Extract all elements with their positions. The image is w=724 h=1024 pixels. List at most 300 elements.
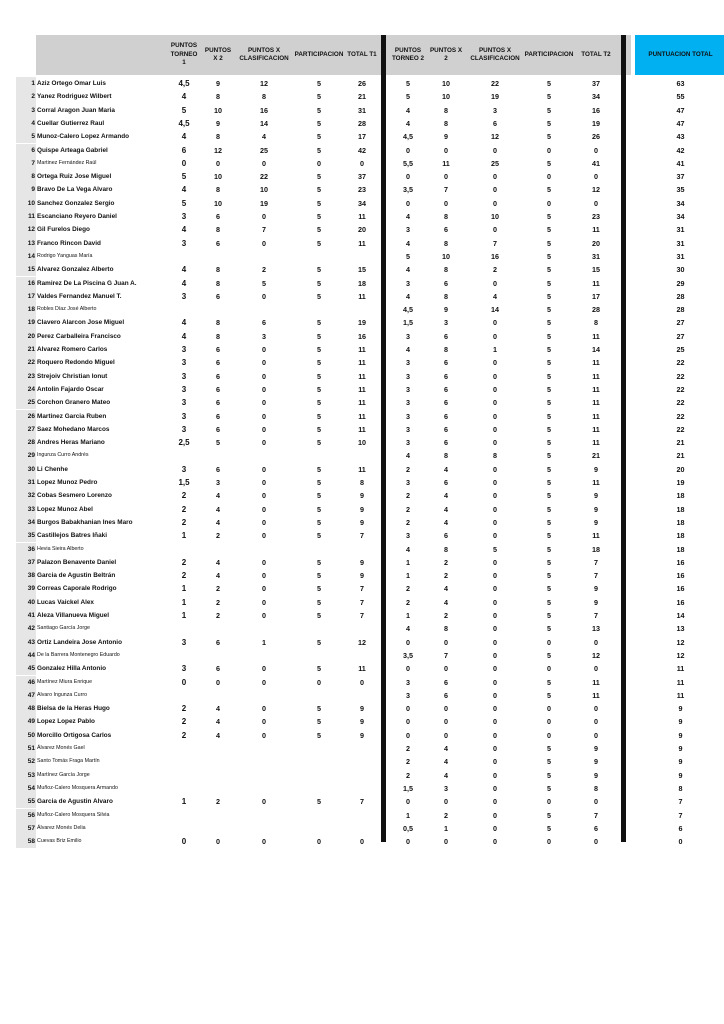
puntuacion-total-cell: 55 <box>676 92 685 102</box>
t1-participacion-cell: 5 <box>317 172 321 182</box>
t1-puntos-x2-cell: 10 <box>214 172 222 182</box>
t2-puntos-torneo-cell: 4,5 <box>403 132 413 142</box>
t1-participacion-cell: 5 <box>317 571 321 581</box>
t2-puntos-torneo-cell: 2 <box>406 597 410 607</box>
table-row <box>16 130 716 143</box>
table-row <box>16 290 716 303</box>
header-clasificacion-t2: PUNTOS X CLASIFICACION <box>470 46 520 62</box>
t1-puntos-x2-cell: 6 <box>216 424 220 434</box>
row-number: 41 <box>27 612 35 619</box>
t1-puntos-x2-cell: 8 <box>216 331 220 341</box>
t1-puntos-torneo-cell: 1 <box>181 611 187 620</box>
puntuacion-total-cell: 11 <box>676 664 685 674</box>
row-number: 40 <box>27 598 35 606</box>
t1-puntos-torneo-cell: 2 <box>181 557 187 567</box>
puntuacion-total-cell: 22 <box>676 424 685 434</box>
t1-puntos-torneo-cell: 3 <box>181 291 187 301</box>
t2-clasificacion-cell: 0 <box>493 677 497 687</box>
t1-puntos-x2-cell: 9 <box>216 79 220 88</box>
t1-puntos-x2-cell: 5 <box>216 438 220 448</box>
t2-total-t2-cell: 11 <box>592 411 600 421</box>
t2-clasificacion-cell: 0 <box>493 637 497 647</box>
puntuacion-total-cell: 18 <box>676 491 685 501</box>
t2-puntos-torneo-cell: 5 <box>406 79 410 88</box>
table-row <box>16 77 716 90</box>
t1-puntos-torneo-cell: 3 <box>181 637 187 647</box>
t2-total-t2-cell: 37 <box>592 79 600 88</box>
t1-puntos-torneo-cell: 2 <box>181 517 187 527</box>
t1-participacion-cell: 5 <box>317 105 321 115</box>
t1-puntos-torneo-cell: 5 <box>181 105 187 115</box>
t2-total-t2-cell: 7 <box>594 557 598 567</box>
t1-participacion-cell <box>293 689 345 702</box>
t2-clasificacion-cell: 0 <box>493 398 497 408</box>
t1-participacion-cell: 5 <box>317 384 321 394</box>
t2-clasificacion-cell: 0 <box>493 664 497 674</box>
t1-participacion-cell <box>293 742 345 755</box>
table-row <box>16 170 716 183</box>
row-number: 12 <box>27 226 35 234</box>
player-name: Martinez Garcia Ruben <box>37 412 107 420</box>
player-name: Álvarez Monés Delia <box>37 824 86 831</box>
t2-puntos-torneo-cell: 1,5 <box>403 318 413 328</box>
t1-total-t1-cell: 9 <box>360 517 364 527</box>
t2-clasificacion-cell: 0 <box>493 371 497 381</box>
t1-puntos-torneo-cell: 1 <box>181 531 187 541</box>
t1-total-t1-cell: 0 <box>360 677 364 687</box>
t2-total-t2-cell: 18 <box>592 544 600 554</box>
t2-participacion-cell: 0 <box>547 664 551 674</box>
t2-participacion-cell: 5 <box>547 185 551 195</box>
t2-participacion-cell: 5 <box>547 331 551 341</box>
t2-total-t2-cell: 11 <box>592 398 600 408</box>
row-number: 20 <box>27 332 35 340</box>
t2-clasificacion-cell: 1 <box>493 345 497 354</box>
t2-puntos-torneo-cell: 3 <box>406 278 410 288</box>
t2-puntos-torneo-cell: 4,5 <box>403 305 413 315</box>
player-name: Garcia de Agustin Beltrán <box>37 572 116 580</box>
t2-puntos-x2-cell: 8 <box>444 118 448 128</box>
puntuacion-total-cell: 8 <box>678 783 683 793</box>
player-name: Quispe Arteaga Gabriel <box>37 146 108 154</box>
table-row <box>16 463 716 476</box>
t1-clasificacion-cell: 0 <box>262 797 266 807</box>
table-row <box>16 316 716 329</box>
t1-participacion-cell: 5 <box>317 198 321 208</box>
t2-participacion-cell: 5 <box>547 650 551 660</box>
t2-clasificacion-cell: 10 <box>491 212 499 221</box>
t2-participacion-cell: 5 <box>547 118 551 128</box>
t2-clasificacion-cell: 0 <box>493 424 497 434</box>
t1-puntos-torneo-cell: 3 <box>181 371 187 381</box>
t1-participacion-cell: 5 <box>317 664 321 674</box>
t2-puntos-torneo-cell: 4 <box>406 212 410 221</box>
t1-total-t1-cell: 7 <box>360 611 364 620</box>
t2-puntos-torneo-cell: 0 <box>406 730 410 740</box>
puntuacion-total-cell: 9 <box>678 704 683 714</box>
t1-total-t1-cell: 16 <box>358 331 366 341</box>
t2-clasificacion-cell: 0 <box>493 478 497 487</box>
t2-total-t2-cell: 11 <box>592 278 600 288</box>
t1-puntos-x2-cell: 3 <box>216 478 220 487</box>
t2-clasificacion-cell: 0 <box>493 145 497 155</box>
player-name: Roquero Redondo Miguel <box>37 359 115 367</box>
table-row <box>16 649 716 662</box>
player-name: Antolin Fajardo Oscar <box>37 385 104 393</box>
t2-puntos-torneo-cell: 2 <box>406 744 410 753</box>
table-row <box>16 330 716 343</box>
t1-total-t1-cell: 8 <box>360 478 364 487</box>
t1-puntos-x2-cell <box>203 303 233 316</box>
t1-clasificacion-cell: 0 <box>262 371 266 381</box>
row-number: 24 <box>27 385 35 393</box>
t2-puntos-torneo-cell: 5 <box>406 251 410 261</box>
player-name: Corral Aragon Juan Maria <box>37 106 115 114</box>
t2-clasificacion-cell: 0 <box>493 172 497 182</box>
t2-puntos-torneo-cell: 3 <box>406 424 410 434</box>
t1-participacion-cell <box>293 622 345 635</box>
t2-puntos-x2-cell: 8 <box>444 212 448 221</box>
row-number: 28 <box>27 439 35 447</box>
t2-puntos-torneo-cell: 3,5 <box>403 650 413 660</box>
t2-puntos-torneo-cell: 0,5 <box>403 823 413 833</box>
row-number: 6 <box>31 146 35 154</box>
t1-clasificacion-cell: 0 <box>262 730 266 740</box>
puntuacion-total-cell: 16 <box>676 557 685 567</box>
t2-participacion-cell: 5 <box>547 677 551 687</box>
table-row <box>16 516 716 529</box>
table-row <box>16 556 716 569</box>
t2-puntos-torneo-cell: 2 <box>406 757 410 767</box>
t1-puntos-x2-cell: 6 <box>216 464 220 474</box>
t2-participacion-cell: 0 <box>547 730 551 740</box>
t2-puntos-torneo-cell: 3 <box>406 411 410 421</box>
t2-total-t2-cell: 9 <box>594 757 598 767</box>
puntuacion-total-cell: 22 <box>676 411 685 421</box>
t2-total-t2-cell: 23 <box>592 212 600 221</box>
t1-clasificacion-cell: 0 <box>262 478 266 487</box>
t2-puntos-x2-cell: 6 <box>444 371 448 381</box>
player-name: Andres Heras Mariano <box>37 439 105 447</box>
t2-clasificacion-cell: 0 <box>493 331 497 341</box>
t1-puntos-x2-cell: 6 <box>216 411 220 421</box>
puntuacion-total-cell: 27 <box>676 331 685 341</box>
puntuacion-total-cell: 16 <box>676 571 685 581</box>
row-number: 2 <box>31 93 35 101</box>
header-puntuacion-total: PUNTUACION TOTAL <box>648 50 713 58</box>
t1-total-t1-cell <box>344 742 380 755</box>
t1-total-t1-cell <box>344 822 380 835</box>
t2-clasificacion-cell: 3 <box>493 105 497 115</box>
table-row <box>16 449 716 462</box>
t1-total-t1-cell: 9 <box>360 491 364 501</box>
t1-puntos-torneo-cell: 4 <box>181 185 187 195</box>
t2-participacion-cell: 5 <box>547 451 551 461</box>
t1-participacion-cell: 5 <box>317 145 321 155</box>
puntuacion-total-cell: 28 <box>676 291 685 301</box>
table-row <box>16 277 716 290</box>
t1-puntos-x2-cell <box>203 742 233 755</box>
t2-puntos-x2-cell: 4 <box>444 744 448 753</box>
t1-clasificacion-cell: 0 <box>262 238 266 248</box>
t2-puntos-x2-cell: 6 <box>444 424 448 434</box>
t1-clasificacion-cell: 0 <box>262 345 266 354</box>
t2-participacion-cell: 5 <box>547 238 551 248</box>
table-row <box>16 183 716 196</box>
row-number: 21 <box>27 346 35 353</box>
row-number: 33 <box>27 505 35 513</box>
t2-total-t2-cell: 9 <box>594 517 598 527</box>
t1-puntos-torneo-cell: 3 <box>181 464 187 474</box>
player-name: Correas Caporale Rodrigo <box>37 585 117 593</box>
t2-participacion-cell: 5 <box>547 557 551 567</box>
t2-total-t2-cell: 16 <box>592 105 600 115</box>
t1-total-t1-cell: 11 <box>358 424 366 434</box>
t2-puntos-torneo-cell: 2 <box>406 491 410 501</box>
header-participacion-t1: PARTICIPACION <box>294 50 344 58</box>
t2-participacion-cell: 0 <box>547 837 551 847</box>
player-name: Ortega Ruiz Jose Miguel <box>37 173 112 181</box>
t2-puntos-x2-cell: 7 <box>444 650 448 660</box>
table-row <box>16 662 716 675</box>
t1-total-t1-cell: 11 <box>358 291 366 301</box>
row-number: 48 <box>27 705 35 713</box>
player-name: Lopez Munoz Abel <box>37 505 93 513</box>
t2-puntos-torneo-cell: 0 <box>406 704 410 714</box>
player-name: Aleza Villanueva Miguel <box>37 612 109 619</box>
t2-puntos-torneo-cell: 4 <box>406 291 410 301</box>
row-number: 9 <box>31 186 35 194</box>
puntuacion-total-cell: 13 <box>676 624 685 634</box>
row-number: 13 <box>27 239 35 247</box>
player-name: Muñoz-Calero Mosquera Armando <box>37 784 118 791</box>
row-number: 7 <box>31 159 35 167</box>
t1-puntos-torneo-cell <box>166 822 202 835</box>
t2-puntos-x2-cell: 6 <box>444 331 448 341</box>
t2-clasificacion-cell: 0 <box>493 823 497 833</box>
t2-participacion-cell: 5 <box>547 265 551 275</box>
t1-clasificacion-cell: 0 <box>262 531 266 541</box>
t1-total-t1-cell: 28 <box>358 118 366 128</box>
t1-clasificacion-cell <box>234 742 294 755</box>
t1-participacion-cell <box>293 303 345 316</box>
t1-puntos-torneo-cell: 4 <box>181 318 187 328</box>
player-name: Palazon Benavente Daniel <box>37 558 117 566</box>
t1-participacion-cell <box>293 250 345 263</box>
player-name: Bielsa de la Heras Hugo <box>37 705 110 713</box>
t2-participacion-cell: 5 <box>547 823 551 833</box>
t2-total-t2-cell: 28 <box>592 305 600 315</box>
t2-puntos-torneo-cell: 2 <box>406 464 410 474</box>
puntuacion-total-cell: 21 <box>676 451 685 461</box>
t1-puntos-x2-cell: 6 <box>216 212 220 221</box>
t2-total-t2-cell: 11 <box>592 225 600 235</box>
t1-puntos-x2-cell <box>203 769 233 782</box>
table-row <box>16 582 716 595</box>
t1-clasificacion-cell: 0 <box>262 571 266 581</box>
t1-puntos-x2-cell: 4 <box>216 517 220 527</box>
t2-participacion-cell: 5 <box>547 744 551 753</box>
t2-clasificacion-cell: 0 <box>493 810 497 820</box>
t1-clasificacion-cell <box>234 769 294 782</box>
t2-total-t2-cell: 21 <box>592 451 600 461</box>
t2-puntos-torneo-cell: 3 <box>406 531 410 541</box>
t2-total-t2-cell: 9 <box>594 491 598 501</box>
t2-clasificacion-cell: 2 <box>493 265 497 275</box>
t2-total-t2-cell: 0 <box>594 797 598 807</box>
t2-clasificacion-cell: 0 <box>493 358 497 368</box>
player-name: Saez Mohedano Marcos <box>37 425 110 433</box>
player-name: Ingunza Curro Andrés <box>37 452 89 459</box>
player-name: Sanchez Gonzalez Sergio <box>37 199 115 207</box>
t2-participacion-cell: 5 <box>547 398 551 408</box>
t1-puntos-x2-cell: 4 <box>216 504 220 514</box>
t2-clasificacion-cell: 25 <box>491 158 499 168</box>
t2-clasificacion-cell: 0 <box>493 624 497 634</box>
header-clasificacion-t1: PUNTOS X CLASIFICACION <box>239 46 289 62</box>
t1-participacion-cell: 5 <box>317 517 321 527</box>
player-name: Bravo De La Vega Alvaro <box>37 186 113 194</box>
player-name: Li Chenhe <box>37 465 68 473</box>
t1-clasificacion-cell: 3 <box>262 331 266 341</box>
t1-puntos-x2-cell: 8 <box>216 225 220 235</box>
t1-puntos-x2-cell: 9 <box>216 118 220 128</box>
player-name: Lucas Vaickel Alex <box>37 598 94 606</box>
player-name: Ramirez De La Piscina G Juan A. <box>37 279 137 287</box>
t2-total-t2-cell: 11 <box>592 478 600 487</box>
t1-total-t1-cell: 9 <box>360 717 364 727</box>
t1-participacion-cell <box>293 809 345 822</box>
t2-puntos-x2-cell: 8 <box>444 238 448 248</box>
player-name: Yanez Rodriguez Wilbert <box>37 93 112 101</box>
t2-puntos-torneo-cell: 2 <box>406 504 410 514</box>
t1-puntos-x2-cell: 6 <box>216 398 220 408</box>
t1-participacion-cell: 5 <box>317 478 321 487</box>
row-number: 54 <box>27 784 35 792</box>
t1-puntos-torneo-cell <box>166 250 202 263</box>
t1-total-t1-cell: 11 <box>358 371 366 381</box>
t2-total-t2-cell: 7 <box>594 810 598 820</box>
row-number: 36 <box>27 545 35 553</box>
row-number: 32 <box>27 492 35 500</box>
player-name: Castillejos Batres Iñaki <box>37 532 107 540</box>
t2-puntos-torneo-cell: 5 <box>406 92 410 102</box>
t1-puntos-torneo-cell: 3 <box>181 238 187 248</box>
t1-clasificacion-cell: 0 <box>262 717 266 727</box>
t2-total-t2-cell: 0 <box>594 198 598 208</box>
t1-participacion-cell: 5 <box>317 291 321 301</box>
puntuacion-total-cell: 11 <box>676 677 685 687</box>
t2-clasificacion-cell: 0 <box>493 504 497 514</box>
t1-total-t1-cell: 12 <box>358 637 366 647</box>
t2-participacion-cell: 5 <box>547 251 551 261</box>
t1-total-t1-cell: 34 <box>358 198 366 208</box>
header-participacion-t2: PARTICIPACION <box>524 50 574 58</box>
table-row <box>16 835 716 848</box>
table-row <box>16 396 716 409</box>
puntuacion-total-cell: 34 <box>676 198 685 208</box>
t1-participacion-cell <box>293 755 345 768</box>
t1-puntos-torneo-cell: 1 <box>181 797 187 807</box>
t1-clasificacion-cell: 0 <box>262 517 266 527</box>
t2-participacion-cell: 5 <box>547 105 551 115</box>
table-row <box>16 343 716 356</box>
t2-participacion-cell: 5 <box>547 305 551 315</box>
table-row <box>16 755 716 768</box>
t2-puntos-x2-cell: 1 <box>444 823 448 833</box>
t1-puntos-x2-cell: 8 <box>216 185 220 195</box>
t2-clasificacion-cell: 0 <box>493 198 497 208</box>
row-number: 8 <box>31 173 35 181</box>
row-number: 49 <box>27 718 35 726</box>
t1-puntos-torneo-cell: 3 <box>181 664 187 674</box>
t1-total-t1-cell <box>344 543 380 556</box>
t1-participacion-cell <box>293 822 345 835</box>
t2-puntos-x2-cell: 6 <box>444 478 448 487</box>
t2-total-t2-cell: 11 <box>592 424 600 434</box>
puntuacion-total-cell: 7 <box>678 797 683 807</box>
t1-puntos-x2-cell <box>203 250 233 263</box>
row-number: 31 <box>27 479 35 486</box>
t1-participacion-cell: 5 <box>317 491 321 501</box>
player-name: De la Barrera Montenegro Eduardo <box>37 651 120 658</box>
table-row <box>16 197 716 210</box>
player-name: Corchon Granero Mateo <box>37 399 111 407</box>
table-row <box>16 596 716 609</box>
t1-total-t1-cell: 26 <box>358 79 366 88</box>
t2-total-t2-cell: 9 <box>594 464 598 474</box>
t1-puntos-torneo-cell: 1 <box>181 597 187 607</box>
puntuacion-total-cell: 16 <box>676 584 685 594</box>
player-name: Cuevas Briz Emilio <box>37 838 82 845</box>
t1-participacion-cell: 5 <box>317 411 321 421</box>
t1-total-t1-cell: 17 <box>358 132 366 142</box>
t2-participacion-cell: 5 <box>547 345 551 354</box>
t1-puntos-x2-cell: 6 <box>216 358 220 368</box>
t2-total-t2-cell: 8 <box>594 318 598 328</box>
t1-total-t1-cell: 9 <box>360 730 364 740</box>
t1-participacion-cell: 5 <box>317 371 321 381</box>
row-number: 45 <box>27 665 35 673</box>
t1-puntos-torneo-cell <box>166 809 202 822</box>
player-name: Clavero Alarcon Jose Miguel <box>37 319 125 327</box>
t2-puntos-x2-cell: 0 <box>444 637 448 647</box>
t1-clasificacion-cell <box>234 449 294 462</box>
t2-participacion-cell: 5 <box>547 318 551 328</box>
t1-clasificacion-cell <box>234 809 294 822</box>
t1-clasificacion-cell: 19 <box>260 198 268 208</box>
t2-participacion-cell: 5 <box>547 770 551 780</box>
row-number: 16 <box>27 279 35 287</box>
t1-clasificacion-cell: 0 <box>262 411 266 421</box>
t1-participacion-cell: 5 <box>317 265 321 275</box>
puntuacion-total-cell: 22 <box>676 371 685 381</box>
puntuacion-total-cell: 18 <box>676 544 685 554</box>
table-row <box>16 223 716 236</box>
t1-puntos-torneo-cell: 5 <box>181 198 187 208</box>
puntuacion-total-cell: 63 <box>676 79 685 88</box>
player-name: Garcia de Agustin Alvaro <box>37 798 113 806</box>
t1-clasificacion-cell: 1 <box>262 637 266 647</box>
t1-total-t1-cell: 21 <box>358 92 366 102</box>
t1-clasificacion-cell <box>234 822 294 835</box>
table-row <box>16 263 716 276</box>
t1-total-t1-cell: 11 <box>358 664 366 674</box>
header-puntos-torneo-2: PUNTOS TORNEO 2 <box>391 46 425 62</box>
t2-clasificacion-cell: 0 <box>493 571 497 581</box>
t1-participacion-cell: 5 <box>317 212 321 221</box>
t2-participacion-cell: 5 <box>547 371 551 381</box>
